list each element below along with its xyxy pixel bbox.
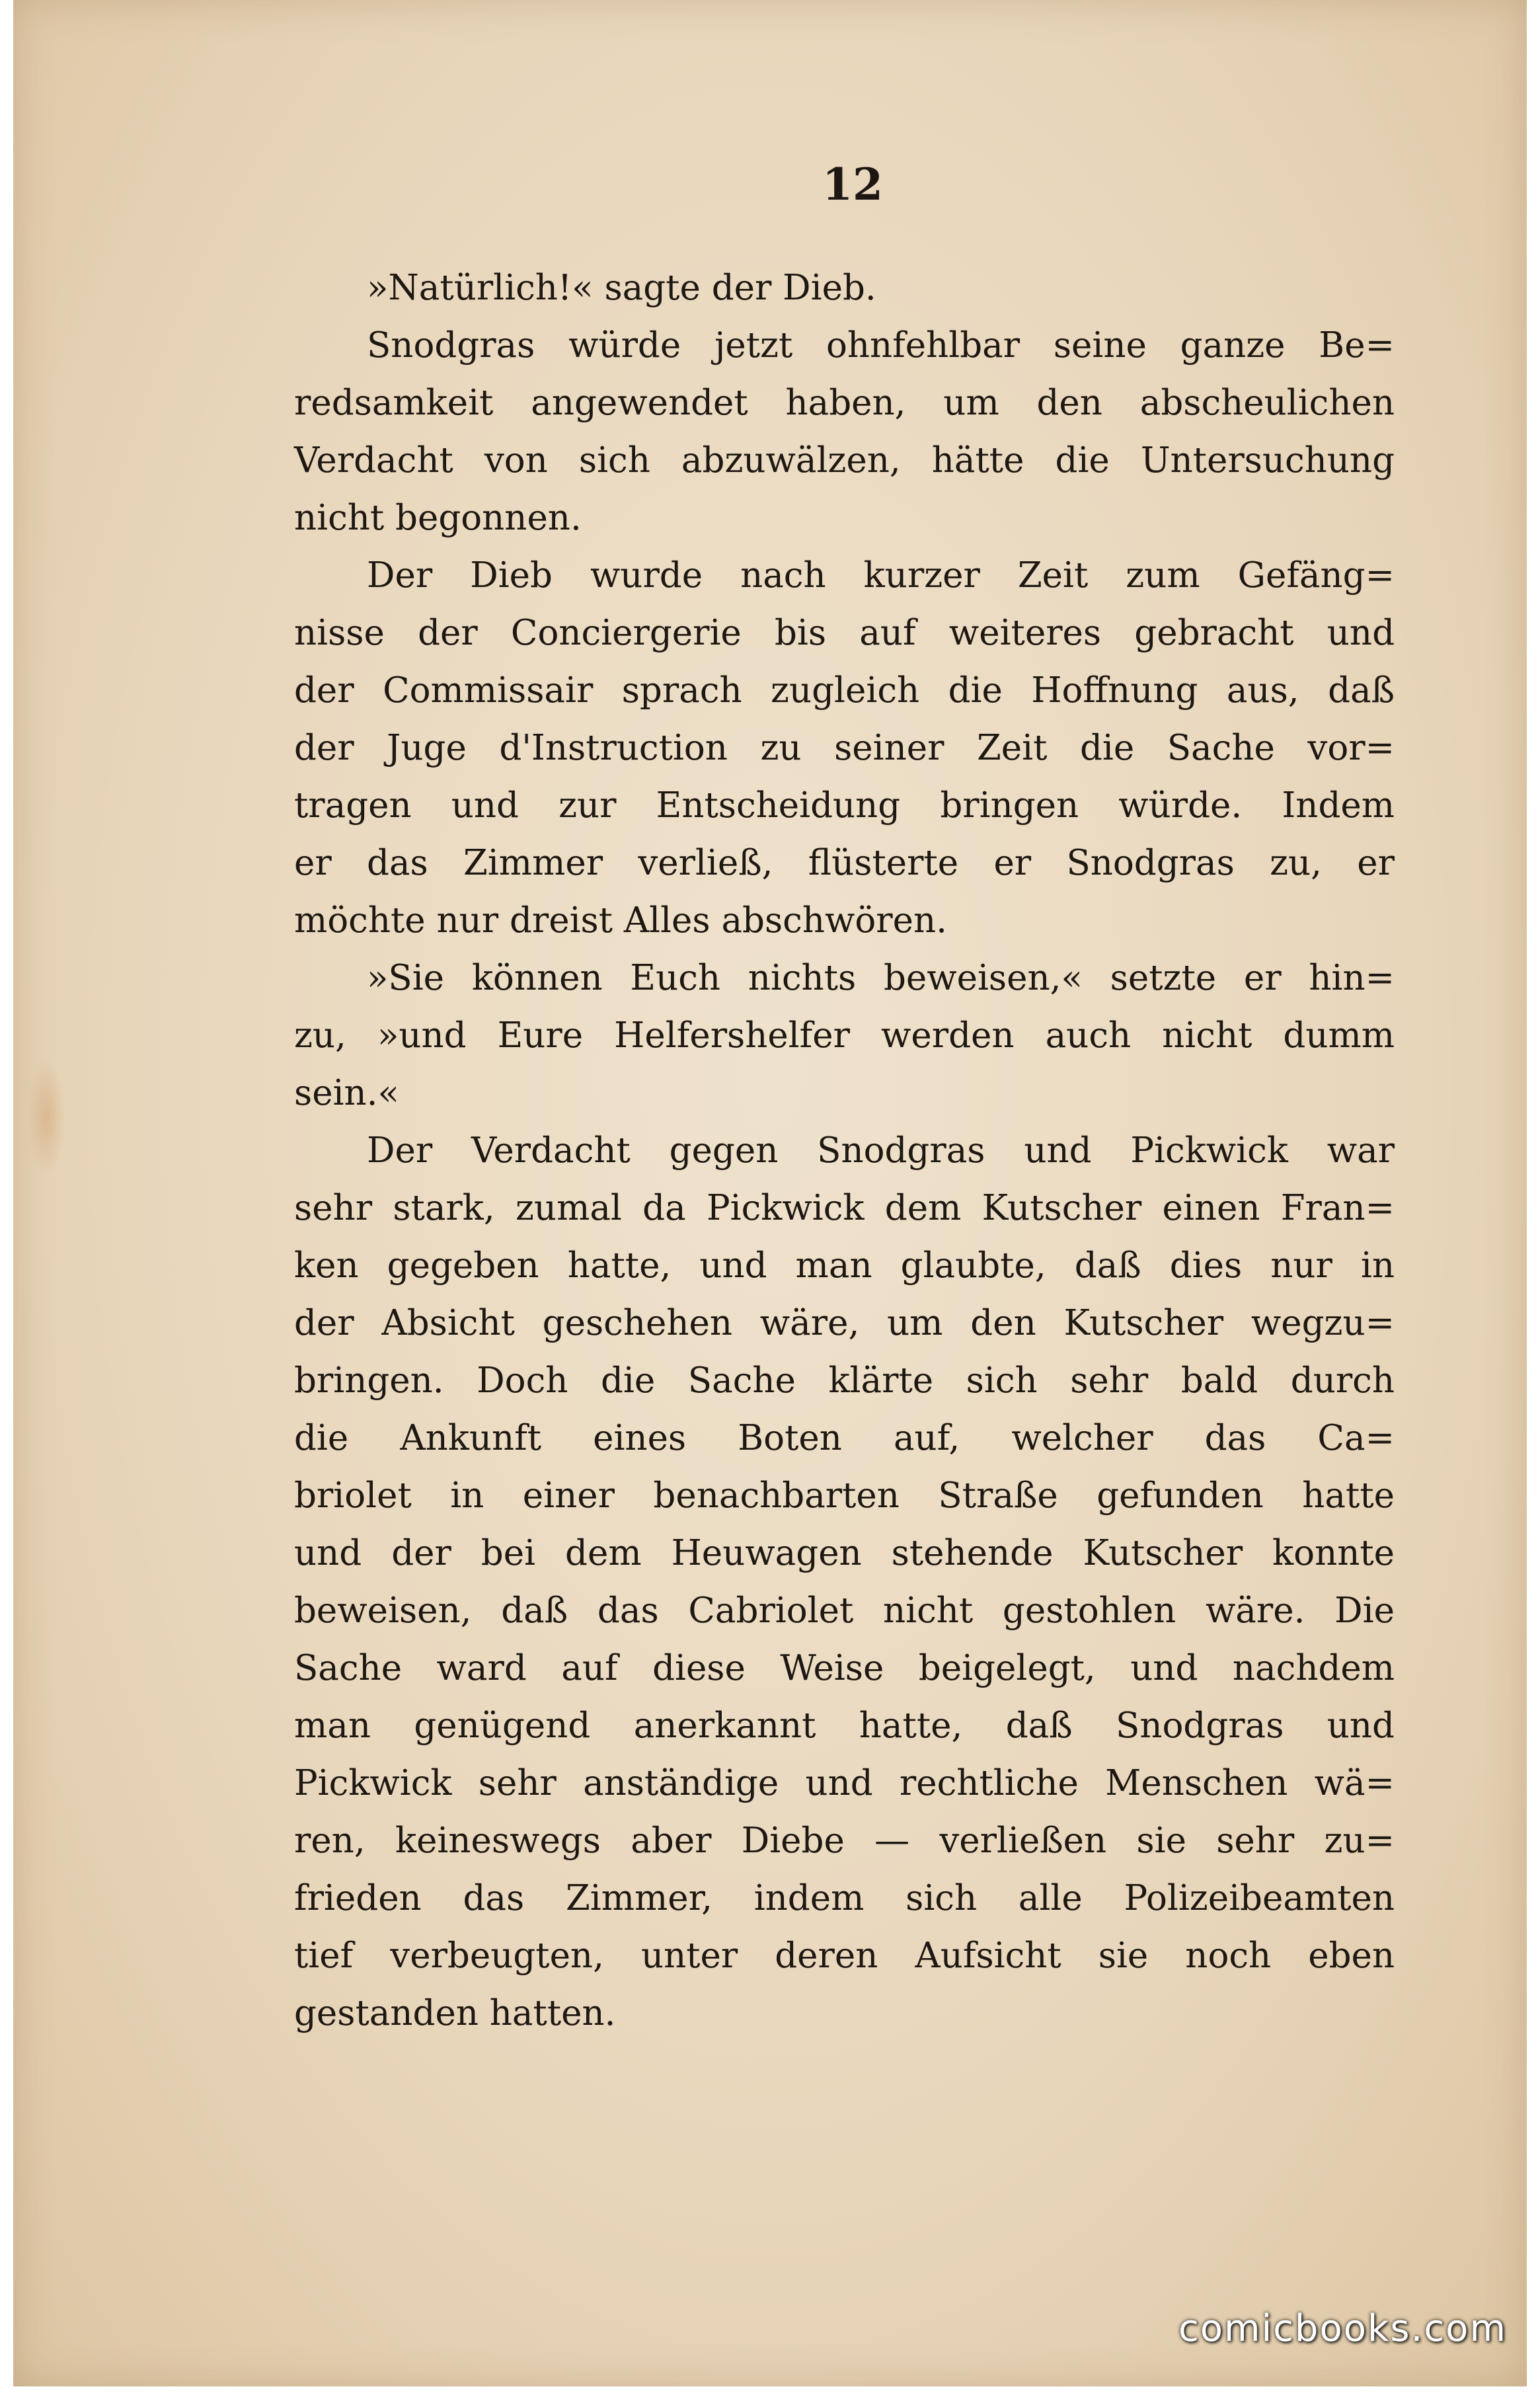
text-line: redsamkeit angewendet haben, um den abscheulichen [294,383,1395,423]
text-line: ren, keineswegs aber Diebe — verließen sie sehr zu= [294,1821,1395,1861]
text-line: Der Dieb wurde nach kurzer Zeit zum Gefäng= [367,555,1395,596]
text-line: und der bei dem Heuwagen stehende Kutscher konnte [294,1533,1395,1573]
text-line: beweisen, daß das Cabriolet nicht gestohlen wäre. Die [294,1591,1395,1631]
text-line: sein.« [294,1073,399,1113]
text-line: der Juge d'Instruction zu seiner Zeit die Sache vor= [294,728,1395,768]
page-number: 12 [822,159,883,210]
book-page [13,0,1527,2386]
text-line: tragen und zur Entscheidung bringen würde. Indem [294,785,1395,826]
text-line: tief verbeugten, unter deren Aufsicht sie noch eben [294,1936,1395,1976]
text-line: sehr stark, zumal da Pickwick dem Kutscher einen Fran= [294,1188,1395,1228]
text-line: Verdacht von sich abzuwälzen, hätte die Untersuchung [294,440,1395,481]
text-line: man genügend anerkannt hatte, daß Snodgras und [294,1706,1395,1746]
text-line: nisse der Conciergerie bis auf weiteres gebracht und [294,613,1395,653]
paper-stain [26,1058,66,1177]
text-line: Der Verdacht gegen Snodgras und Pickwick war [367,1130,1395,1171]
body-text [294,259,1395,2042]
text-line: er das Zimmer verließ, flüsterte er Snodgras zu, er [294,843,1395,883]
text-line: der Commissair sprach zugleich die Hoffnung aus, daß [294,670,1395,711]
text-line: bringen. Doch die Sache klärte sich sehr bald durch [294,1360,1395,1401]
text-line: der Absicht geschehen wäre, um den Kutscher wegzu= [294,1303,1395,1343]
text-line: Pickwick sehr anständige und rechtliche Menschen wä= [294,1763,1395,1803]
text-line: briolet in einer benachbarten Straße gefunden hatte [294,1476,1395,1516]
text-line: die Ankunft eines Boten auf, welcher das Ca= [294,1418,1395,1458]
text-line: Sache ward auf diese Weise beigelegt, und nachdem [294,1648,1395,1688]
text-line: Snodgras würde jetzt ohnfehlbar seine ganze Be= [367,325,1395,366]
watermark: comicbooks.com [1178,2307,1507,2350]
text-line: zu, »und Eure Helfershelfer werden auch nicht dumm [294,1015,1395,1056]
text-line: »Natürlich!« sagte der Dieb. [367,268,876,308]
text-line: möchte nur dreist Alles abschwören. [294,900,947,941]
text-line: nicht begonnen. [294,498,582,538]
text-line: ken gegeben hatte, und man glaubte, daß dies nur in [294,1245,1395,1286]
text-line: gestanden hatten. [294,1993,616,2033]
text-line: frieden das Zimmer, indem sich alle Polizeibeamten [294,1878,1395,1918]
text-line: »Sie können Euch nichts beweisen,« setzte er hin= [367,958,1395,998]
